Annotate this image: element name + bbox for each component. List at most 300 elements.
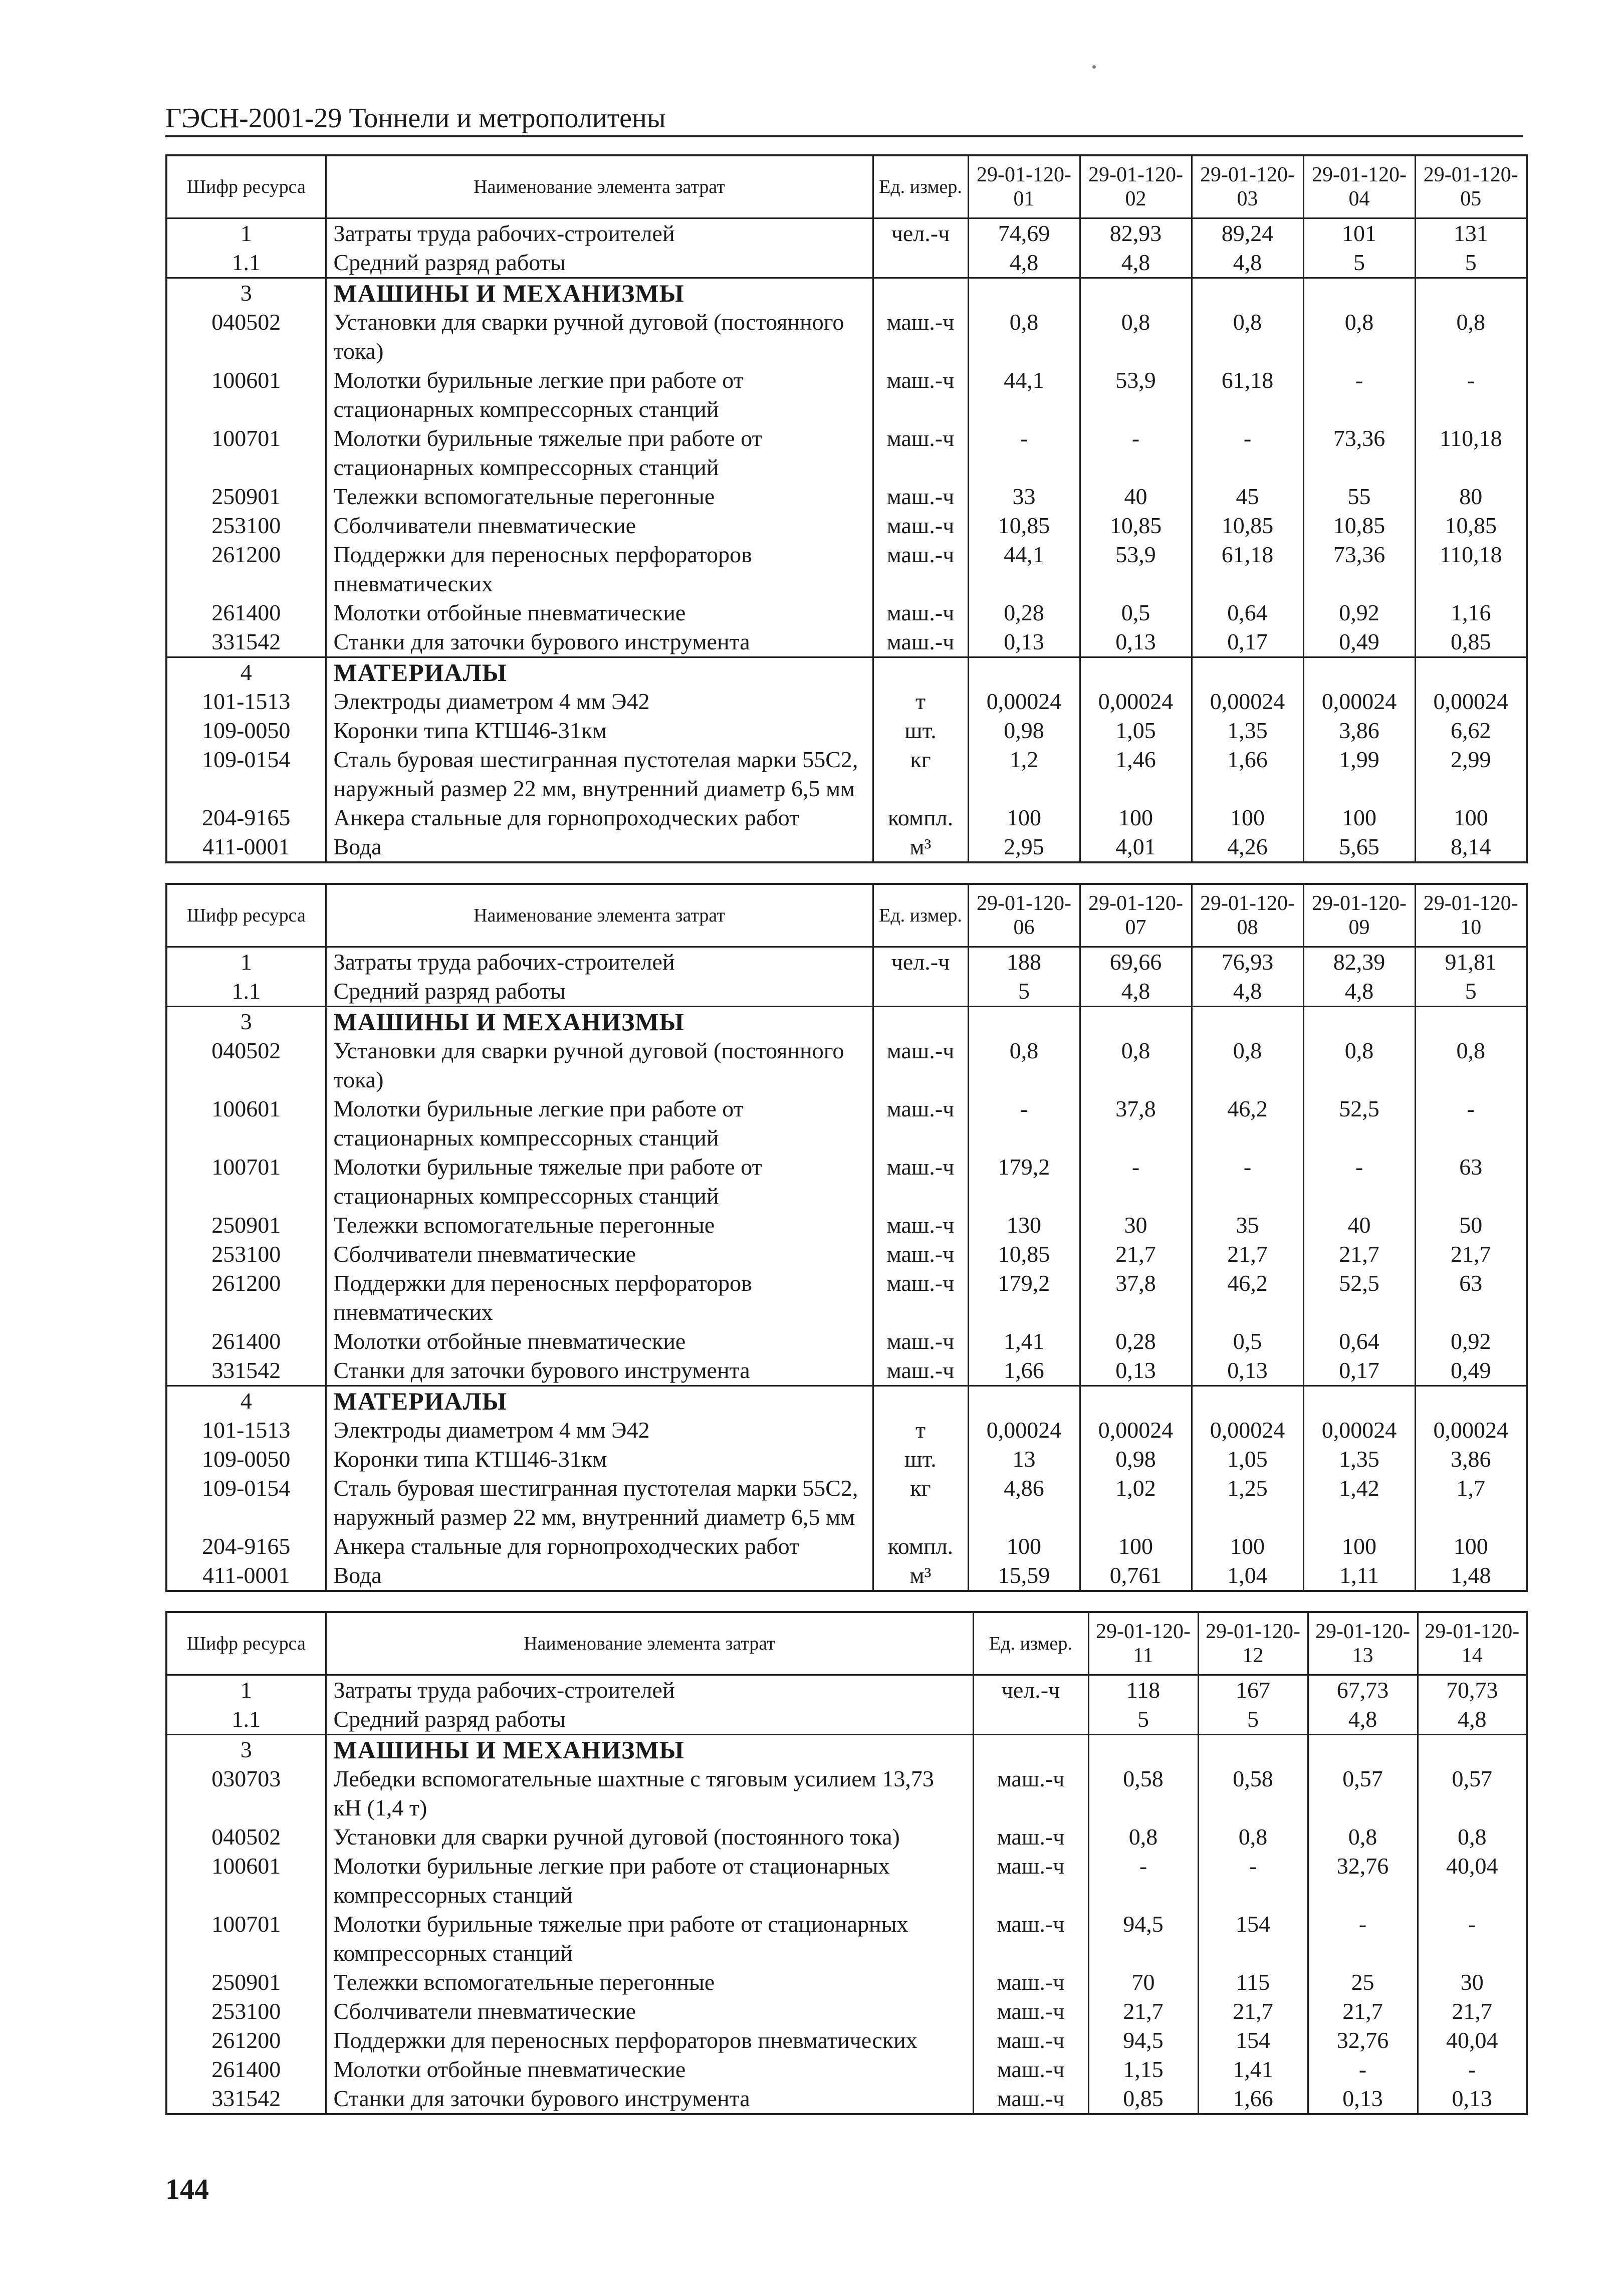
resource-value: 100 <box>1303 1532 1415 1561</box>
resource-value: 4,8 <box>1080 248 1192 278</box>
resource-name: Молотки бурильные легкие при работе от стационарных компрессорных станций <box>326 1094 873 1153</box>
resource-value <box>1415 278 1527 308</box>
resource-value: 40,04 <box>1418 1852 1527 1910</box>
resource-value: 5 <box>1198 1705 1308 1735</box>
resource-value: 10,85 <box>1192 511 1303 540</box>
resource-unit: кг <box>873 1474 968 1532</box>
resource-unit: маш.-ч <box>873 1240 968 1269</box>
resource-code: 101-1513 <box>166 687 326 716</box>
resource-value: 115 <box>1198 1968 1308 1997</box>
resource-value: 0,8 <box>1080 308 1192 366</box>
resource-value: - <box>1415 366 1527 424</box>
resource-value: 0,8 <box>1088 1822 1198 1852</box>
resource-value <box>1080 657 1192 687</box>
resource-value: 21,7 <box>1415 1240 1527 1269</box>
resource-unit <box>873 1386 968 1416</box>
resource-name: Электроды диаметром 4 мм Э42 <box>326 1416 873 1445</box>
resource-value: 110,18 <box>1415 540 1527 598</box>
resource-value: 40 <box>1080 482 1192 511</box>
section-row <box>166 1386 1527 1416</box>
resource-value: 1,41 <box>1198 2055 1308 2084</box>
resource-name: Сталь буровая шестигранная пустотелая марки 55С2, наружный размер 22 мм, внутренний диаметр 6,5 мм <box>326 745 873 803</box>
resource-value: 40,04 <box>1418 2026 1527 2055</box>
running-header: ГЭСН-2001-29 Тоннели и метрополитены <box>165 103 666 134</box>
resource-value: 0,8 <box>1080 1036 1192 1094</box>
resource-code: 100701 <box>166 1910 326 1968</box>
resource-value: 46,2 <box>1192 1094 1303 1153</box>
resource-unit: т <box>873 1416 968 1445</box>
header-unit: Ед. измер. <box>973 1612 1088 1675</box>
resource-unit: маш.-ч <box>873 366 968 424</box>
resource-value: - <box>1418 2055 1527 2084</box>
table-row <box>166 832 1527 862</box>
resource-value: 131 <box>1415 218 1527 249</box>
resource-value: 63 <box>1415 1153 1527 1211</box>
resource-unit: маш.-ч <box>973 2026 1088 2055</box>
resource-unit: маш.-ч <box>973 1910 1088 1968</box>
resource-value: 91,81 <box>1415 947 1527 977</box>
table-row <box>166 2026 1527 2055</box>
resource-code: 040502 <box>166 1036 326 1094</box>
table-row <box>166 218 1527 249</box>
resource-value: 0,49 <box>1415 1356 1527 1386</box>
header-name: Наименование элемента затрат <box>326 884 873 947</box>
resource-value: 70,73 <box>1418 1675 1527 1705</box>
resource-unit: маш.-ч <box>873 540 968 598</box>
resource-value: 3,86 <box>1303 716 1415 745</box>
resource-value: 25 <box>1308 1968 1418 1997</box>
resource-value: 0,17 <box>1192 627 1303 657</box>
resource-value <box>1192 1007 1303 1037</box>
resource-name: Молотки отбойные пневматические <box>326 2055 973 2084</box>
table-row <box>166 1675 1527 1705</box>
resource-value: - <box>1192 424 1303 482</box>
resource-value: 4,8 <box>1192 248 1303 278</box>
header-code: Шифр ресурса <box>166 884 326 947</box>
resource-name: Тележки вспомогательные перегонные <box>326 1968 973 1997</box>
resource-value: - <box>1415 1094 1527 1153</box>
table-row <box>166 1327 1527 1356</box>
resource-value: 5 <box>1415 248 1527 278</box>
resource-value: 1,02 <box>1080 1474 1192 1532</box>
resource-value: 6,62 <box>1415 716 1527 745</box>
header-code: Шифр ресурса <box>166 155 326 218</box>
resource-value: 1,25 <box>1192 1474 1303 1532</box>
resource-value: 0,64 <box>1192 598 1303 627</box>
resource-value: 100 <box>1415 803 1527 832</box>
resource-code: 261200 <box>166 2026 326 2055</box>
resource-value: - <box>1308 1910 1418 1968</box>
header-norm-code: 29-01-120-14 <box>1418 1612 1527 1675</box>
resource-unit: маш.-ч <box>873 598 968 627</box>
table-header-row <box>166 884 1527 947</box>
resource-code: 261200 <box>166 540 326 598</box>
table-header-row <box>166 155 1527 218</box>
resource-value: 0,28 <box>1080 1327 1192 1356</box>
resource-value: 5 <box>968 977 1080 1007</box>
resource-value: 3,86 <box>1415 1445 1527 1474</box>
header-norm-code: 29-01-120-08 <box>1192 884 1303 947</box>
resource-value: 100 <box>1192 803 1303 832</box>
resource-code: 331542 <box>166 1356 326 1386</box>
resource-name: Лебедки вспомогательные шахтные с тяговым усилием 13,73 кН (1,4 т) <box>326 1764 973 1822</box>
resource-value: 0,17 <box>1303 1356 1415 1386</box>
resource-unit: маш.-ч <box>973 2084 1088 2114</box>
resource-code: 040502 <box>166 1822 326 1852</box>
section-row <box>166 278 1527 308</box>
table-row <box>166 1764 1527 1822</box>
resource-value: 21,7 <box>1418 1997 1527 2026</box>
resource-unit <box>873 1007 968 1037</box>
header-norm-code: 29-01-120-05 <box>1415 155 1527 218</box>
resource-name: Вода <box>326 832 873 862</box>
resource-code: 261200 <box>166 1269 326 1327</box>
resource-value: 0,13 <box>968 627 1080 657</box>
resource-value: 100 <box>968 1532 1080 1561</box>
resource-value: 21,7 <box>1088 1997 1198 2026</box>
resource-name: Сболчиватели пневматические <box>326 1997 973 2026</box>
resource-value: - <box>1303 1153 1415 1211</box>
resource-table-1 <box>165 154 1528 863</box>
resource-value <box>1080 1386 1192 1416</box>
resource-value: 0,13 <box>1080 1356 1192 1386</box>
resource-value: 21,7 <box>1198 1997 1308 2026</box>
resource-value: 0,00024 <box>968 1416 1080 1445</box>
resource-unit <box>873 248 968 278</box>
resource-value: 0,58 <box>1088 1764 1198 1822</box>
resource-code: 4 <box>166 1386 326 1416</box>
resource-name: Станки для заточки бурового инструмента <box>326 627 873 657</box>
resource-value <box>1088 1735 1198 1765</box>
resource-unit: маш.-ч <box>873 482 968 511</box>
resource-unit: маш.-ч <box>873 424 968 482</box>
resource-unit: чел.-ч <box>973 1675 1088 1705</box>
resource-value: 0,8 <box>968 1036 1080 1094</box>
resource-value: 73,36 <box>1303 424 1415 482</box>
resource-code: 4 <box>166 657 326 687</box>
resource-value: 0,761 <box>1080 1561 1192 1591</box>
resource-code: 411-0001 <box>166 832 326 862</box>
table-header-row <box>166 1612 1527 1675</box>
header-name: Наименование элемента затрат <box>326 1612 973 1675</box>
resource-value: 0,00024 <box>1192 687 1303 716</box>
resource-value: - <box>1303 366 1415 424</box>
resource-code: 204-9165 <box>166 803 326 832</box>
resource-code: 331542 <box>166 627 326 657</box>
resource-name: Установки для сварки ручной дуговой (постоянного тока) <box>326 308 873 366</box>
resource-value: 1,46 <box>1080 745 1192 803</box>
resource-value <box>1080 278 1192 308</box>
resource-value: 44,1 <box>968 540 1080 598</box>
resource-value: 1,05 <box>1192 1445 1303 1474</box>
resource-value: 37,8 <box>1080 1269 1192 1327</box>
resource-value: 1,16 <box>1415 598 1527 627</box>
resource-value <box>1192 1386 1303 1416</box>
resource-unit: маш.-ч <box>873 1211 968 1240</box>
resource-unit: чел.-ч <box>873 947 968 977</box>
resource-value: - <box>1080 424 1192 482</box>
resource-unit: м³ <box>873 832 968 862</box>
resource-value: 74,69 <box>968 218 1080 249</box>
resource-code: 109-0050 <box>166 716 326 745</box>
section-row <box>166 657 1527 687</box>
resource-value <box>968 1386 1080 1416</box>
resource-code: 204-9165 <box>166 1532 326 1561</box>
header-code: Шифр ресурса <box>166 1612 326 1675</box>
resource-table-2 <box>165 883 1528 1592</box>
resource-name: Тележки вспомогательные перегонные <box>326 1211 873 1240</box>
resource-code: 253100 <box>166 1997 326 2026</box>
header-norm-code: 29-01-120-12 <box>1198 1612 1308 1675</box>
resource-value: 2,99 <box>1415 745 1527 803</box>
table-row <box>166 1036 1527 1094</box>
table-row <box>166 1822 1527 1852</box>
resource-unit: маш.-ч <box>873 627 968 657</box>
resource-name: Средний разряд работы <box>326 977 873 1007</box>
resource-name: Затраты труда рабочих-строителей <box>326 218 873 249</box>
header-rule <box>165 135 1523 137</box>
resource-value: 21,7 <box>1192 1240 1303 1269</box>
resource-value: 0,98 <box>968 716 1080 745</box>
table-row <box>166 1474 1527 1532</box>
resource-value: 0,8 <box>968 308 1080 366</box>
resource-value: 0,57 <box>1418 1764 1527 1822</box>
table-row <box>166 1240 1527 1269</box>
resource-unit: маш.-ч <box>973 2055 1088 2084</box>
resource-value: 32,76 <box>1308 2026 1418 2055</box>
resource-name: Тележки вспомогательные перегонные <box>326 482 873 511</box>
header-norm-code: 29-01-120-01 <box>968 155 1080 218</box>
resource-value: 0,58 <box>1198 1764 1308 1822</box>
resource-value <box>1303 1386 1415 1416</box>
resource-value: - <box>1080 1153 1192 1211</box>
resource-code: 100601 <box>166 1852 326 1910</box>
table-row <box>166 598 1527 627</box>
resource-value: 21,7 <box>1303 1240 1415 1269</box>
resource-value: 0,13 <box>1418 2084 1527 2114</box>
resource-value: 30 <box>1418 1968 1527 1997</box>
resource-unit: т <box>873 687 968 716</box>
resource-value: 0,85 <box>1415 627 1527 657</box>
table-row <box>166 482 1527 511</box>
resource-value: 61,18 <box>1192 540 1303 598</box>
resource-code: 100601 <box>166 366 326 424</box>
resource-unit: маш.-ч <box>973 1764 1088 1822</box>
resource-value <box>1192 657 1303 687</box>
resource-unit: маш.-ч <box>873 1036 968 1094</box>
table-row <box>166 803 1527 832</box>
scan-speck <box>1092 65 1096 69</box>
resource-unit: шт. <box>873 716 968 745</box>
resource-value <box>1303 278 1415 308</box>
resource-value <box>968 278 1080 308</box>
table-row <box>166 1910 1527 1968</box>
resource-value: 0,00024 <box>968 687 1080 716</box>
resource-value: 100 <box>1192 1532 1303 1561</box>
resource-value: 10,85 <box>1080 511 1192 540</box>
resource-value: 100 <box>1080 1532 1192 1561</box>
resource-value: 4,8 <box>1308 1705 1418 1735</box>
section-row <box>166 1735 1527 1765</box>
resource-value: 8,14 <box>1415 832 1527 862</box>
resource-value: 45 <box>1192 482 1303 511</box>
table-row <box>166 977 1527 1007</box>
resource-value: 0,49 <box>1303 627 1415 657</box>
resource-value: 0,00024 <box>1303 1416 1415 1445</box>
table-row <box>166 1153 1527 1211</box>
section-row <box>166 1007 1527 1037</box>
resource-name: Молотки бурильные тяжелые при работе от стационарных компрессорных станций <box>326 424 873 482</box>
table-row <box>166 1705 1527 1735</box>
resource-code: 261400 <box>166 598 326 627</box>
resource-value: 4,86 <box>968 1474 1080 1532</box>
resource-name: Станки для заточки бурового инструмента <box>326 1356 873 1386</box>
resource-code: 331542 <box>166 2084 326 2114</box>
resource-value: 52,5 <box>1303 1269 1415 1327</box>
resource-name: Установки для сварки ручной дуговой (постоянного тока) <box>326 1822 973 1852</box>
resource-code: 101-1513 <box>166 1416 326 1445</box>
resource-name: Поддержки для переносных перфораторов пневматических <box>326 540 873 598</box>
resource-value: 70 <box>1088 1968 1198 1997</box>
resource-value: - <box>968 1094 1080 1153</box>
resource-value: 30 <box>1080 1211 1192 1240</box>
resource-value: 0,5 <box>1080 598 1192 627</box>
resource-code: 3 <box>166 1007 326 1037</box>
resource-value: - <box>1308 2055 1418 2084</box>
resource-unit: компл. <box>873 1532 968 1561</box>
resource-value <box>1415 657 1527 687</box>
resource-value: 1,15 <box>1088 2055 1198 2084</box>
resource-value: 89,24 <box>1192 218 1303 249</box>
resource-unit <box>973 1735 1088 1765</box>
resource-value: 118 <box>1088 1675 1198 1705</box>
resource-name: Молотки бурильные легкие при работе от стационарных компрессорных станций <box>326 1852 973 1910</box>
resource-value <box>1303 1007 1415 1037</box>
table-row <box>166 511 1527 540</box>
resource-unit: маш.-ч <box>873 1327 968 1356</box>
resource-value: 32,76 <box>1308 1852 1418 1910</box>
resource-value: 94,5 <box>1088 1910 1198 1968</box>
table-row <box>166 1356 1527 1386</box>
resource-unit: маш.-ч <box>873 1356 968 1386</box>
resource-value <box>1198 1735 1308 1765</box>
resource-code: 109-0050 <box>166 1445 326 1474</box>
resource-value: 1,66 <box>1198 2084 1308 2114</box>
resource-value: 0,13 <box>1080 627 1192 657</box>
resource-unit <box>873 977 968 1007</box>
resource-unit <box>873 657 968 687</box>
resource-value: 37,8 <box>1080 1094 1192 1153</box>
resource-value: 10,85 <box>1303 511 1415 540</box>
resource-value <box>1303 657 1415 687</box>
table-row <box>166 1416 1527 1445</box>
resource-value: 4,8 <box>1303 977 1415 1007</box>
resource-value: 94,5 <box>1088 2026 1198 2055</box>
resource-value: 67,73 <box>1308 1675 1418 1705</box>
resource-value: 35 <box>1192 1211 1303 1240</box>
resource-value: 5 <box>1303 248 1415 278</box>
resource-name: Электроды диаметром 4 мм Э42 <box>326 687 873 716</box>
resource-value: 4,8 <box>1080 977 1192 1007</box>
resource-value: 33 <box>968 482 1080 511</box>
resource-value: 2,95 <box>968 832 1080 862</box>
resource-value: 55 <box>1303 482 1415 511</box>
resource-name: МАШИНЫ И МЕХАНИЗМЫ <box>326 1735 973 1765</box>
resource-value: 0,28 <box>968 598 1080 627</box>
table-row <box>166 1561 1527 1591</box>
resource-value: 69,66 <box>1080 947 1192 977</box>
resource-name: МАШИНЫ И МЕХАНИЗМЫ <box>326 1007 873 1037</box>
resource-value: 5 <box>1088 1705 1198 1735</box>
resource-value: 5,65 <box>1303 832 1415 862</box>
resource-value: 10,85 <box>1415 511 1527 540</box>
resource-value: 15,59 <box>968 1561 1080 1591</box>
resource-name: МАШИНЫ И МЕХАНИЗМЫ <box>326 278 873 308</box>
resource-value: 80 <box>1415 482 1527 511</box>
resource-value: 1,99 <box>1303 745 1415 803</box>
table-row <box>166 745 1527 803</box>
resource-value: 0,8 <box>1192 308 1303 366</box>
resource-value: 101 <box>1303 218 1415 249</box>
resource-value: 73,36 <box>1303 540 1415 598</box>
resource-value: 179,2 <box>968 1153 1080 1211</box>
resource-value: - <box>1088 1852 1198 1910</box>
resource-name: Средний разряд работы <box>326 1705 973 1735</box>
resource-unit: маш.-ч <box>973 1822 1088 1852</box>
resource-value: 0,8 <box>1415 1036 1527 1094</box>
resource-code: 3 <box>166 278 326 308</box>
resource-value: 1,41 <box>968 1327 1080 1356</box>
table-row <box>166 2084 1527 2114</box>
resource-value: 0,8 <box>1192 1036 1303 1094</box>
resource-value: 82,93 <box>1080 218 1192 249</box>
resource-name: Затраты труда рабочих-строителей <box>326 1675 973 1705</box>
resource-value: 1,2 <box>968 745 1080 803</box>
resource-value <box>1415 1007 1527 1037</box>
resource-value: 100 <box>1415 1532 1527 1561</box>
resource-value: 167 <box>1198 1675 1308 1705</box>
resource-code: 250901 <box>166 482 326 511</box>
resource-code: 100701 <box>166 1153 326 1211</box>
resource-value: 53,9 <box>1080 366 1192 424</box>
resource-value: 100 <box>1080 803 1192 832</box>
resource-code: 109-0154 <box>166 745 326 803</box>
resource-code: 3 <box>166 1735 326 1765</box>
resource-name: Станки для заточки бурового инструмента <box>326 2084 973 2114</box>
resource-value: 0,8 <box>1303 1036 1415 1094</box>
resource-code: 253100 <box>166 1240 326 1269</box>
table-row <box>166 2055 1527 2084</box>
resource-name: Анкера стальные для горнопроходческих работ <box>326 1532 873 1561</box>
resource-value: 0,8 <box>1415 308 1527 366</box>
resource-value: 1,05 <box>1080 716 1192 745</box>
resource-value: 154 <box>1198 2026 1308 2055</box>
resource-unit: маш.-ч <box>873 1269 968 1327</box>
resource-code: 109-0154 <box>166 1474 326 1532</box>
resource-value: 76,93 <box>1192 947 1303 977</box>
resource-value: 52,5 <box>1303 1094 1415 1153</box>
header-unit: Ед. измер. <box>873 155 968 218</box>
table-row <box>166 1445 1527 1474</box>
resource-value: 0,8 <box>1198 1822 1308 1852</box>
resource-value: 13 <box>968 1445 1080 1474</box>
resource-value: 1,7 <box>1415 1474 1527 1532</box>
resource-value: 110,18 <box>1415 424 1527 482</box>
resource-value: 21,7 <box>1080 1240 1192 1269</box>
table-row <box>166 248 1527 278</box>
resource-code: 030703 <box>166 1764 326 1822</box>
resource-code: 253100 <box>166 511 326 540</box>
